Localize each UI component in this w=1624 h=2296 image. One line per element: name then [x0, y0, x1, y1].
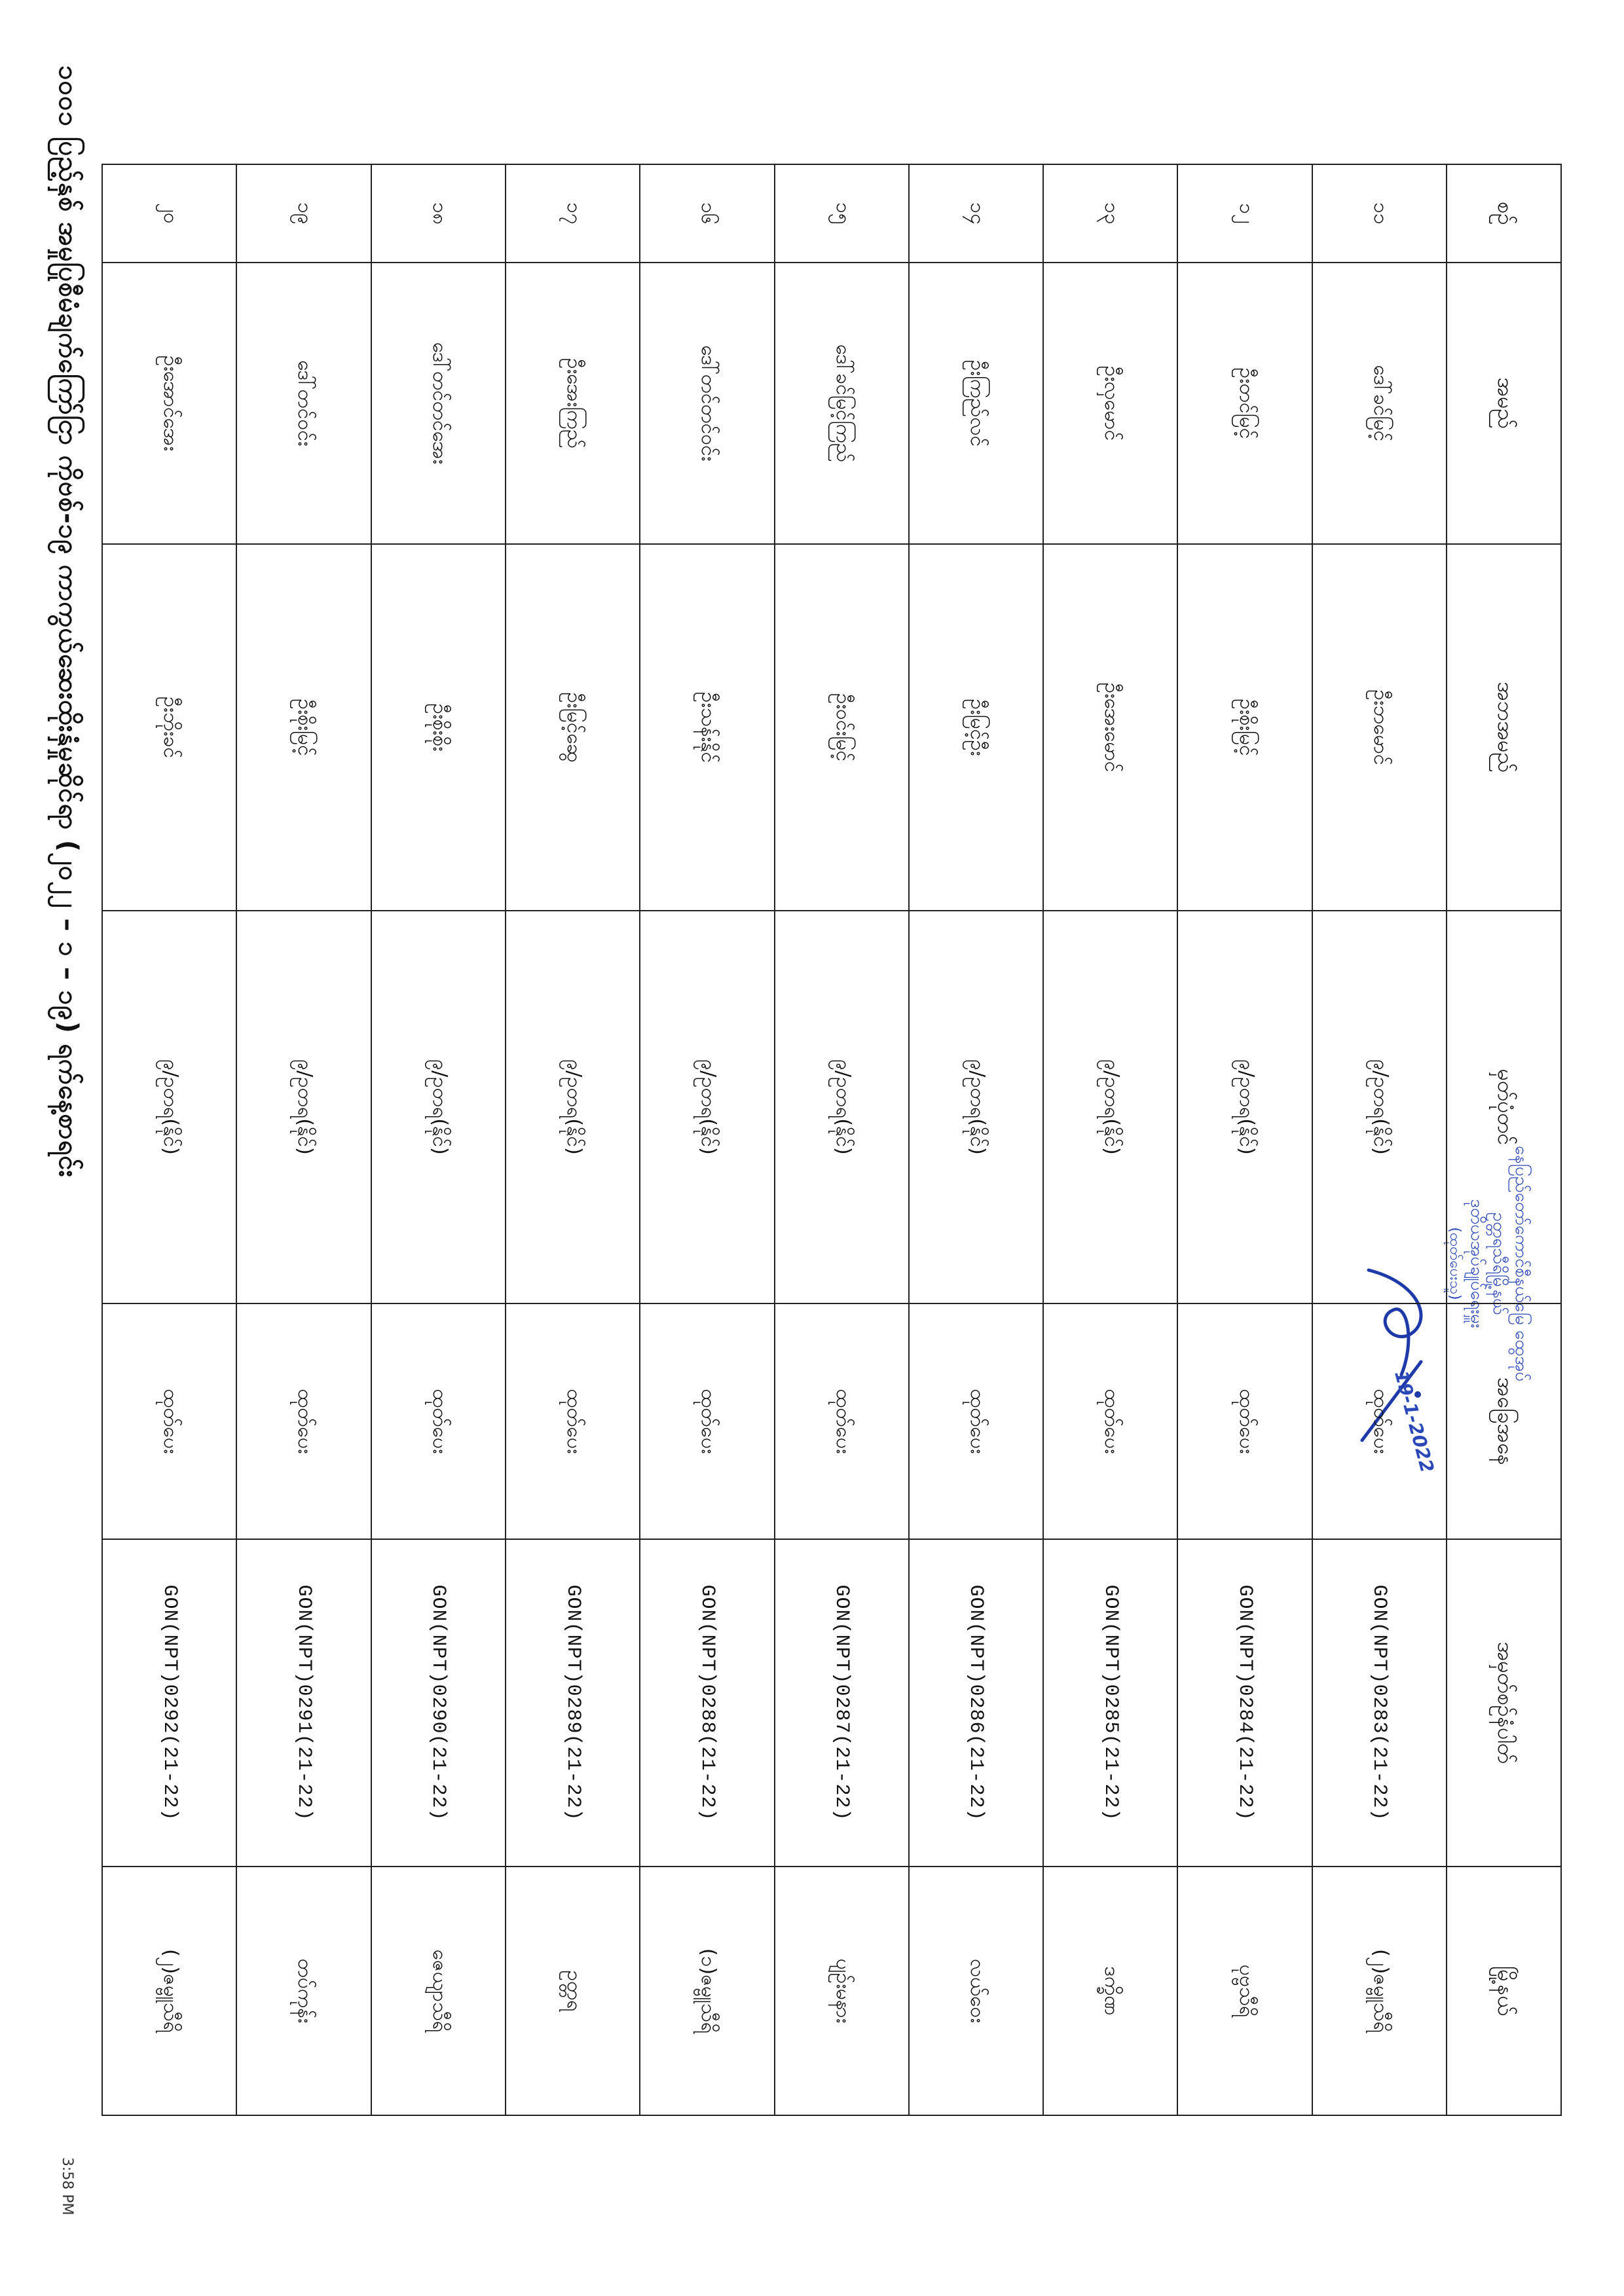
header-no: စဉ်	[1447, 164, 1561, 263]
cell-township: (၂)ဇမ္ဗူသီရိ	[1312, 1867, 1447, 2115]
cell-no: ၂၀	[102, 164, 236, 263]
cell-no: ၁၅	[775, 164, 909, 263]
cell-name: ဦးကြည်လင်	[909, 263, 1043, 544]
cell-township: ဇေယျာသီရိ	[371, 1867, 506, 2115]
cell-nrc: ၉/ဥတရ(နိုင်)	[102, 911, 236, 1303]
cell-no: ၁၇	[506, 164, 640, 263]
cell-status: ထုတ်ပေး	[506, 1303, 640, 1539]
cell-name: ဦးအောင်အေး	[102, 263, 236, 544]
header-township: မြို့နယ်	[1447, 1867, 1561, 2115]
table-row	[1177, 164, 1312, 2115]
stamp-line-1: နေပြည်တော်ကောင်စီနယ်မြေ ထွေအုပ်	[1511, 1145, 1531, 1382]
cell-township: (၁)ဇမ္ဗူသီရိ	[640, 1867, 774, 2115]
cell-father: ဦးဝင်းမြင့်	[775, 544, 909, 911]
cell-no: ၁၃	[1043, 164, 1177, 263]
cell-name: ဒေါ်ခင်မြင့်	[1312, 263, 1447, 544]
records-table	[101, 164, 1562, 2116]
table-row	[1312, 164, 1447, 2115]
table-row	[640, 164, 774, 2115]
table-row	[1043, 164, 1177, 2115]
cell-father: ဦးမြင့်ဦး	[909, 544, 1043, 911]
stamp-line-3: ဒုတိယအုပ်ချုပ်ရေးမှူး	[1467, 1199, 1486, 1328]
header-father: အဘအမည်	[1447, 544, 1561, 911]
cell-name: ဒေါ်တင်ဝင်း	[236, 263, 371, 544]
cell-code: GON(NPT)0285(21-22)	[1043, 1539, 1177, 1867]
cell-status: ထုတ်ပေး	[102, 1303, 236, 1539]
cell-father: ဦးဘမောင်	[1312, 544, 1447, 911]
cell-name: ဦးတင်မြင့်	[1177, 263, 1312, 544]
cell-status: ထုတ်ပေး	[909, 1303, 1043, 1539]
table-row	[371, 164, 506, 2115]
cell-name: ဒေါ်တင်တင်ဝင်း	[640, 263, 774, 544]
table-row	[909, 164, 1043, 2115]
cell-code: GON(NPT)0286(21-22)	[909, 1539, 1043, 1867]
cell-township: (၂)ဇမ္ဗူသီရိ	[102, 1867, 236, 2115]
cell-status: ထုတ်ပေး	[1177, 1303, 1312, 1539]
cell-code: GON(NPT)0284(21-22)	[1177, 1539, 1312, 1867]
cell-status: ထုတ်ပေး	[640, 1303, 774, 1539]
cell-code: GON(NPT)0287(21-22)	[775, 1539, 909, 1867]
cell-no: ၁၄	[909, 164, 1043, 263]
cell-nrc: ၉/ဥတရ(နိုင်)	[1043, 911, 1177, 1303]
cell-name: ဦးအေးကြည်	[506, 263, 640, 544]
header-status: အခြေအနေ	[1447, 1303, 1561, 1539]
cell-status: ထုတ်ပေး	[371, 1303, 506, 1539]
cell-code: GON(NPT)0291(21-22)	[236, 1539, 371, 1867]
cell-nrc: ၉/ဥတရ(နိုင်)	[506, 911, 640, 1303]
cell-name: ဒေါ်ခင်မြင့်ကြည်	[775, 263, 909, 544]
header-code: အမှတ်စဉ်နံပါတ်	[1447, 1539, 1561, 1867]
cell-father: ဦးစိုးစိုး	[371, 544, 506, 911]
table-row	[775, 164, 909, 2115]
cell-code: GON(NPT)0292(21-22)	[102, 1539, 236, 1867]
cell-no: ၁၉	[236, 164, 371, 263]
cell-name: ဦးလှမောင်	[1043, 263, 1177, 544]
cell-nrc: ၉/ဥတရ(နိုင်)	[775, 911, 909, 1303]
header-name: အမည်	[1447, 263, 1561, 544]
table-row	[506, 164, 640, 2115]
table-row	[102, 164, 236, 2115]
cell-nrc: ၉/ဥတရ(နိုင်)	[371, 911, 506, 1303]
header-nrc: မှတ်ပုံတင်	[1447, 911, 1561, 1303]
cell-status: ထုတ်ပေး	[236, 1303, 371, 1539]
cell-no: ၁၂	[1177, 164, 1312, 263]
cell-name: ဒေါ်တင်တင်အေး	[371, 263, 506, 544]
cell-status: ထုတ်ပေး	[775, 1303, 909, 1539]
stamp-line-2: ဥတ္တရသီရိမြို့နယ်	[1489, 1212, 1509, 1315]
cell-father: ဦးစိုးမြင့်	[1177, 544, 1312, 911]
cell-status: ထုတ်ပေး	[1043, 1303, 1177, 1539]
table-header-row	[1447, 164, 1561, 2115]
cell-father: ဦးသန်းနိုင်	[640, 544, 774, 911]
cell-township: ဥတ္တရ	[506, 1867, 640, 2115]
cell-township: လယ်ဝေး	[909, 1867, 1043, 2115]
cell-nrc: ၉/ဥတရ(နိုင်)	[909, 911, 1043, 1303]
stamp-line-4: (ထုတ်ပေးသူ)	[1447, 1227, 1463, 1300]
cell-no: ၁၈	[371, 164, 506, 263]
cell-nrc: ၉/ဥတရ(နိုင်)	[640, 911, 774, 1303]
cell-father: ဦးမြင့်ဆွေ	[506, 544, 640, 911]
cell-father: ဦးဘိုးခင်	[102, 544, 236, 911]
cell-code: GON(NPT)0288(21-22)	[640, 1539, 774, 1867]
cell-nrc: ၉/ဥတရ(နိုင်)	[236, 911, 371, 1303]
cell-no: ၁၆	[640, 164, 774, 263]
cell-nrc: ၉/ဥတရ(နိုင်)	[1177, 911, 1312, 1303]
cell-status: ထုတ်ပေး	[1312, 1303, 1447, 1539]
timestamp: 3:58 PM	[59, 2157, 75, 2215]
cell-code: GON(NPT)0283(21-22)	[1312, 1539, 1447, 1867]
cell-township: ပျဉ်းမနား	[775, 1867, 909, 2115]
cell-code: GON(NPT)0289(21-22)	[506, 1539, 640, 1867]
cell-code: GON(NPT)0290(21-22)	[371, 1539, 506, 1867]
table-row	[236, 164, 371, 2115]
document-caption: ၁၀၀၁ ပြည့်နှစ် အမှုပြုစီမံချက်ကြော်ငြာ ကိုဗစ်-၁၉ ကာကွယ်ဆေးထိုးနှံမှုဆိုင်ရာ (၂၀၂၂ – ၁ – ၁၉) ရက်နေ့စာရင်း	[53, 65, 83, 1178]
cell-no: ၁၁	[1312, 164, 1447, 263]
signature-date: 19-1-2022	[1390, 1368, 1439, 1475]
cell-township: တပ်ကုန်း	[236, 1867, 371, 2115]
cell-father: ဦးစိုးမြင့်	[236, 544, 371, 911]
cell-township: ဒက္ခိဏ	[1043, 1867, 1177, 2115]
cell-township: ပုဗ္ဗသီရိ	[1177, 1867, 1312, 2115]
cell-father: ဦးအေးမောင်	[1043, 544, 1177, 911]
cell-nrc: ၉/ဥတရ(နိုင်)	[1312, 911, 1447, 1303]
